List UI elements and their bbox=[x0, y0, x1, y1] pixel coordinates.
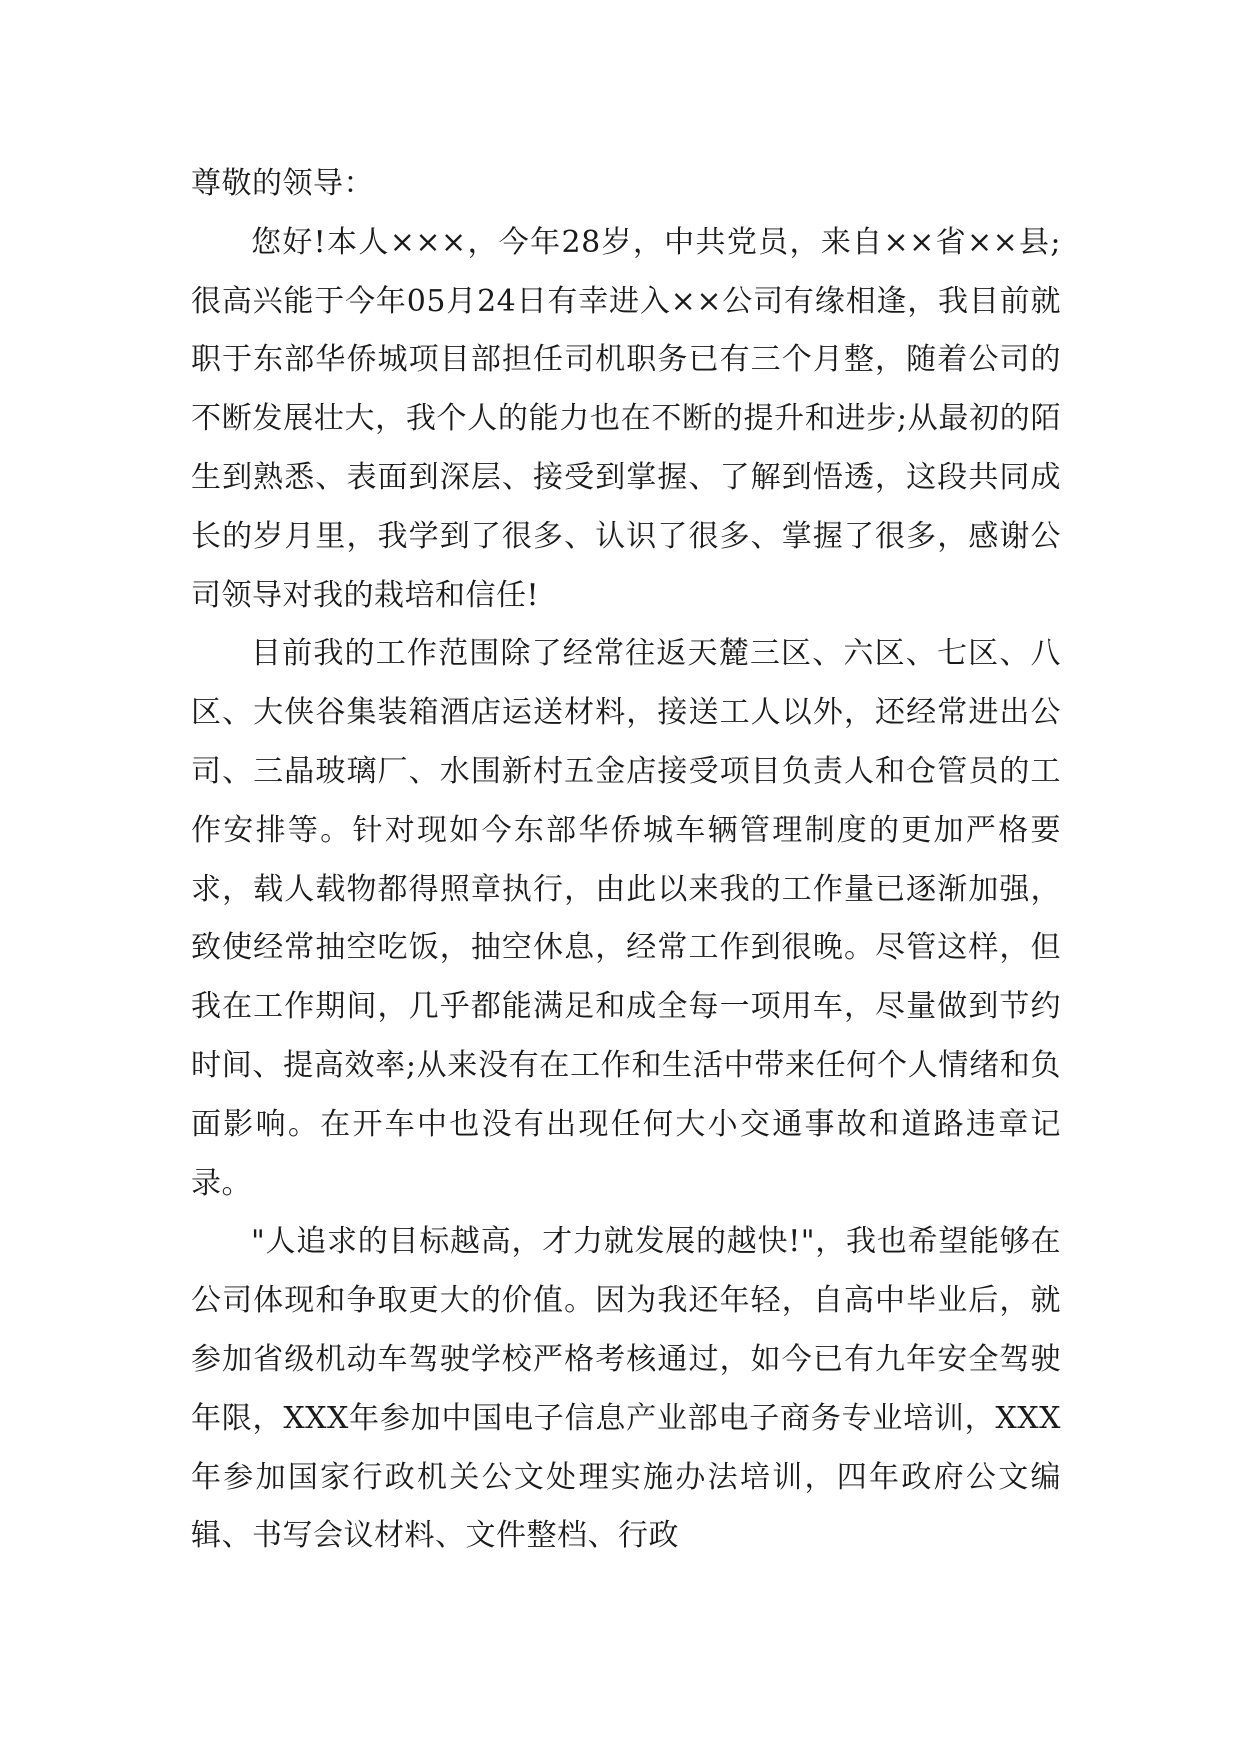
paragraph-aspiration: "人追求的目标越高，才力就发展的越快!"，我也希望能够在公司体现和争取更大的价值。因为我还年轻，自高中毕业后，就参加省级机动车驾驶学校严格考核通过，如今已有九年安全驾驶年限，XXX年参加中国电子信息产业部电子商务专业培训，XXX年参加国家行政机关公文处理实施办法培训，四年政府公文编辑、书写会议材料、文件整档、行政 bbox=[191, 1224, 1061, 1554]
paragraph-introduction: 您好!本人×××，今年28岁，中共党员，来自××省××县;很高兴能于今年05月24日有幸进入××公司有缘相逢，我目前就职于东部华侨城项目部担任司机职务已有三个月整，随着公司的不断发展壮大，我个人的能力也在不断的提升和进步;从最初的陌生到熟悉、表面到深层、接受到掌握、了解到悟透，这段共同成长的岁月里，我学到了很多、认识了很多、掌握了很多，感谢公司领导对我的栽培和信任! bbox=[191, 224, 1061, 613]
letter-body bbox=[191, 155, 1061, 1566]
paragraph-work-scope: 目前我的工作范围除了经常往返天麓三区、六区、七区、八区、大侠谷集装箱酒店运送材料，接送工人以外，还经常进出公司、三晶玻璃厂、水围新村五金店接受项目负责人和仓管员的工作安排等。针对现如今东部华侨城车辆管理制度的更加严格要求，载人载物都得照章执行，由此以来我的工作量已逐渐加强，致使经常抽空吃饭，抽空休息，经常工作到很晚。尽管这样，但我在工作期间，几乎都能满足和成全每一项用车，尽量做到节约时间、提高效率;从来没有在工作和生活中带来任何个人情绪和负面影响。在开车中也没有出现任何大小交通事故和道路违章记录。 bbox=[191, 636, 1061, 1201]
salutation: 尊敬的领导： bbox=[191, 166, 374, 201]
